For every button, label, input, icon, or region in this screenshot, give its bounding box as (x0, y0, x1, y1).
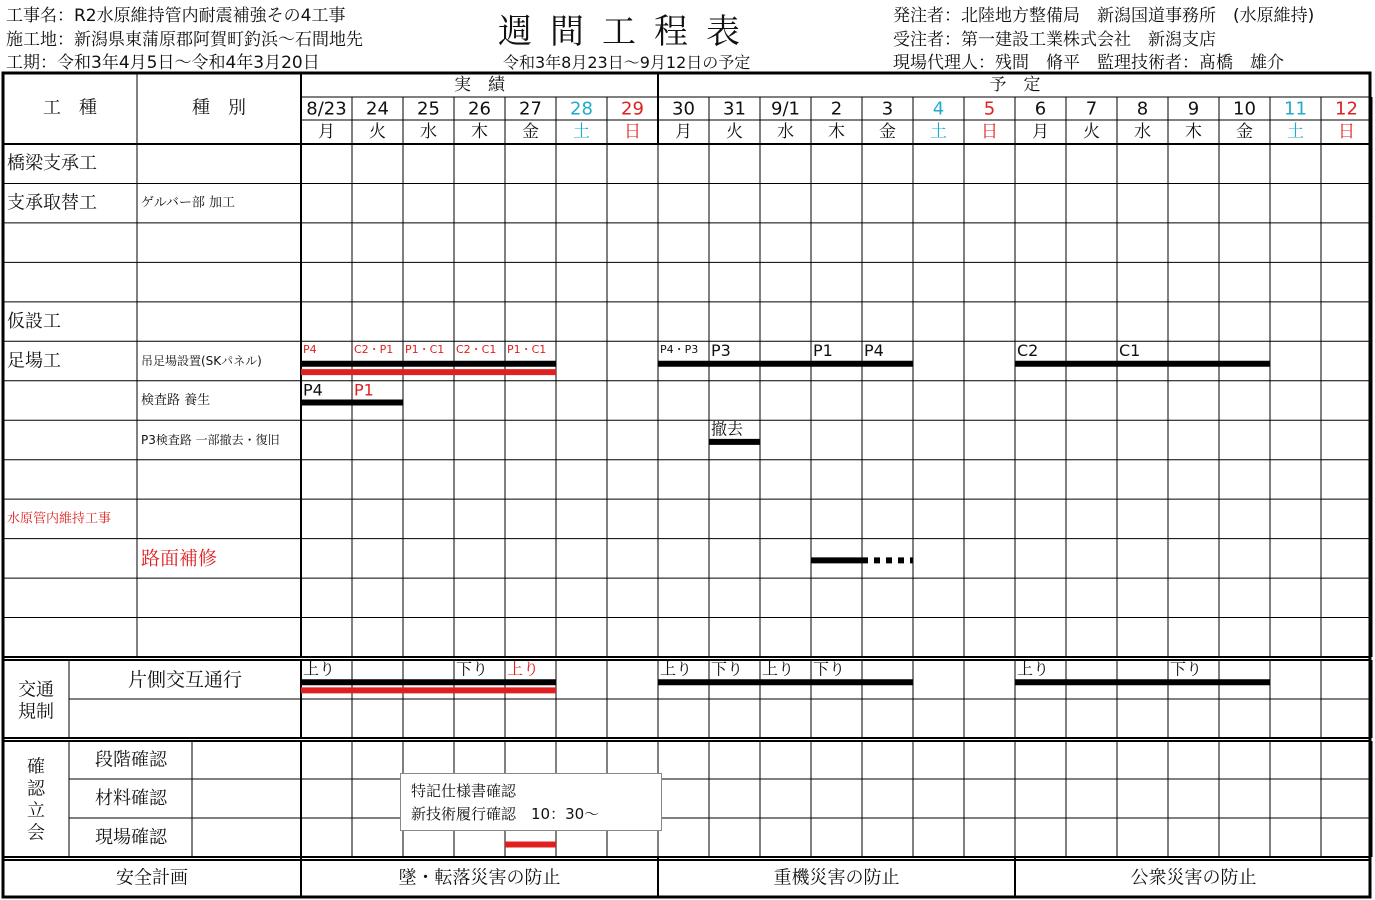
day-date: 30 (672, 98, 695, 120)
day-date: 9 (1187, 98, 1200, 120)
cell-label: C1 (1119, 340, 1141, 360)
day-of-week: 木 (828, 122, 845, 142)
cell-label: P4 (864, 340, 884, 360)
work-category: 水原管内維持工事 (7, 511, 112, 527)
safety-week-goal: 公衆災害の防止 (1130, 867, 1257, 889)
day-of-week: 日 (624, 122, 641, 142)
day-date: 10 (1233, 98, 1256, 120)
day-date: 24 (366, 98, 389, 120)
inspection-item: 材料確認 (95, 788, 167, 809)
day-date: 11 (1284, 98, 1307, 120)
cell-label: P1 (813, 340, 833, 360)
grid-text (7, 75, 1358, 889)
work-type: 路面補修 (141, 547, 218, 570)
safety-week-goal: 重機災害の防止 (773, 867, 900, 889)
project-site: 施工地：新潟県東蒲原郡阿賀町釣浜～石間地先 (6, 30, 363, 50)
cell-label: C2 (1017, 340, 1039, 360)
traffic-label: 規制 (18, 701, 54, 723)
day-date: 8/23 (306, 98, 347, 120)
day-of-week: 金 (1236, 122, 1253, 142)
inspection-label: 認 (27, 778, 45, 800)
cell-label: P1・C1 (405, 342, 445, 356)
day-date: 3 (881, 98, 894, 120)
cell-label: P1・C1 (507, 342, 547, 356)
day-of-week: 火 (726, 122, 743, 142)
work-category: 橋梁支承工 (7, 153, 97, 175)
cell-label: 撤去 (711, 419, 744, 439)
traffic-label: 交通 (18, 679, 54, 701)
cell-label: C2・P1 (354, 342, 394, 356)
project-period: 工期：令和3年4月5日～令和4年3月20日 (6, 53, 320, 73)
day-date: 7 (1085, 98, 1098, 120)
cell-label: 下り (456, 659, 489, 679)
cell-label: 上り (660, 659, 693, 679)
cell-label: P3 (711, 340, 731, 360)
day-date: 25 (417, 98, 440, 120)
column-header-category: 工 種 (43, 97, 97, 119)
day-of-week: 日 (1338, 122, 1355, 142)
day-date: 4 (932, 98, 945, 120)
inspection-item: 段階確認 (95, 749, 167, 771)
cell-label: P4 (303, 380, 323, 400)
day-of-week: 水 (777, 122, 794, 142)
cell-label: 下り (813, 659, 846, 679)
inspection-note (400, 773, 662, 831)
day-of-week: 日 (981, 122, 998, 142)
day-of-week: 木 (471, 122, 488, 142)
work-type: ゲルバー部 加工 (141, 195, 235, 211)
cell-label: 上り (303, 659, 336, 679)
day-date: 27 (519, 98, 542, 120)
cell-label: 下り (711, 659, 744, 679)
day-of-week: 月 (318, 122, 335, 142)
cell-label: P4 (303, 342, 317, 356)
day-date: 31 (723, 98, 746, 120)
day-of-week: 金 (879, 122, 896, 142)
cell-label: 上り (507, 659, 540, 679)
day-date: 5 (983, 98, 996, 120)
day-date: 6 (1034, 98, 1047, 120)
page-title: 週間工程表 (498, 12, 758, 52)
day-of-week: 土 (930, 122, 947, 142)
day-date: 26 (468, 98, 491, 120)
note-line-2: 新技術履行確認 10：30～ (411, 805, 600, 823)
day-of-week: 土 (573, 122, 590, 142)
day-of-week: 水 (1134, 122, 1151, 142)
work-category: 仮設工 (7, 311, 61, 333)
work-type: 検査路 養生 (141, 393, 211, 408)
day-of-week: 木 (1185, 122, 1202, 142)
contractor-info: 受注者：第一建設工業株式会社 新潟支店 (893, 30, 1216, 50)
column-header-planned: 予 定 (989, 75, 1041, 95)
note-line-1: 特記仕様書確認 (411, 782, 517, 800)
day-date: 2 (830, 98, 843, 120)
cell-label: 上り (1017, 659, 1050, 679)
day-date: 9/1 (771, 98, 800, 120)
inspection-label: 会 (27, 822, 45, 844)
day-of-week: 月 (675, 122, 692, 142)
work-type: 吊足場設置(SKパネル) (141, 354, 262, 369)
work-type: P3検査路 一部撤去・復旧 (141, 432, 280, 447)
day-date: 29 (621, 98, 644, 120)
inspection-label: 立 (27, 800, 45, 822)
safety-week-goal: 墜・転落災害の防止 (398, 867, 561, 889)
inspection-item: 現場確認 (95, 827, 167, 848)
inspection-label: 確 (27, 756, 45, 778)
safety-label: 安全計画 (116, 867, 188, 889)
cell-label: C2・C1 (456, 342, 497, 356)
project-name: 工事名：R2水原維持管内耐震補強その4工事 (6, 6, 346, 26)
day-of-week: 火 (369, 122, 386, 142)
day-of-week: 水 (420, 122, 437, 142)
column-header-type: 種 別 (192, 97, 246, 119)
day-of-week: 土 (1287, 122, 1304, 142)
site-agent-info: 現場代理人：残間 脩平 監理技術者：髙橋 雄介 (893, 53, 1284, 73)
cell-label: 上り (762, 659, 795, 679)
column-header-actual: 実 績 (454, 75, 505, 95)
cell-label: P1 (354, 380, 374, 400)
day-of-week: 金 (522, 122, 539, 142)
work-category: 足場工 (7, 350, 61, 372)
cell-label: P4・P3 (660, 342, 699, 356)
day-date: 8 (1136, 98, 1149, 120)
schedule-range: 令和3年8月23日～9月12日の予定 (503, 53, 751, 72)
day-date: 12 (1335, 98, 1358, 120)
traffic-item: 片側交互通行 (127, 669, 243, 691)
day-of-week: 月 (1032, 122, 1049, 142)
client-info: 発注者：北陸地方整備局 新潟国道事務所 (水原維持) (893, 6, 1315, 26)
day-date: 28 (570, 98, 593, 120)
day-of-week: 火 (1083, 122, 1100, 142)
cell-label: 下り (1170, 659, 1203, 679)
work-category: 支承取替工 (7, 192, 97, 214)
